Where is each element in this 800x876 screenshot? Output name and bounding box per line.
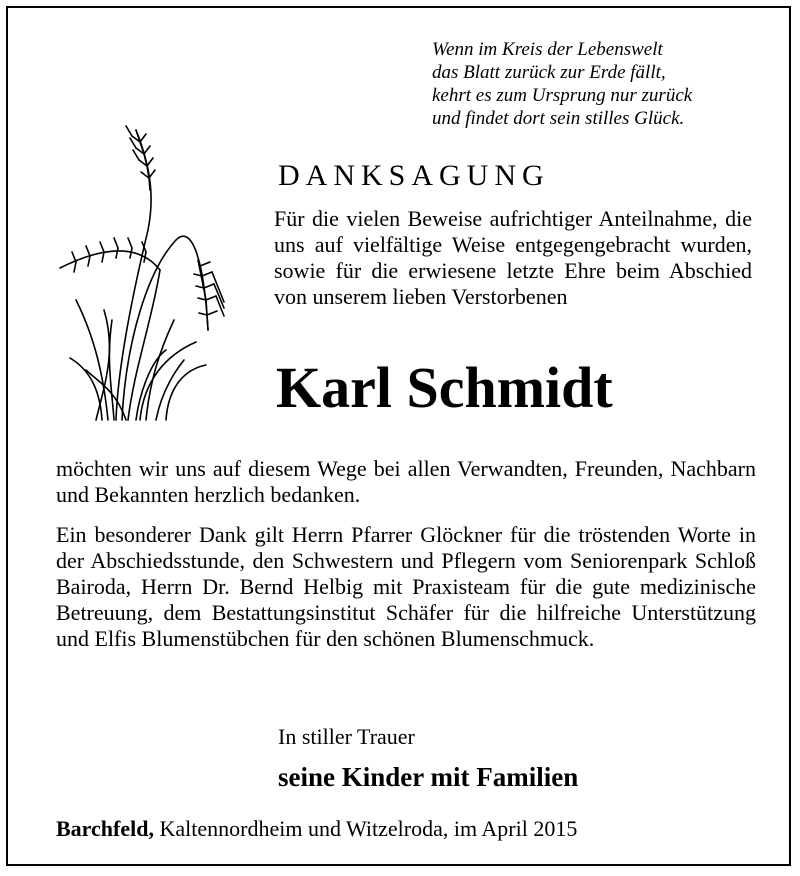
- place-main: Barchfeld,: [56, 816, 154, 841]
- family-signature: seine Kinder mit Familien: [278, 762, 579, 792]
- heading: DANKSAGUNG: [278, 159, 550, 192]
- intro-text: Für die vielen Beweise aufrichtiger Anteilnahme, die uns auf vielfältige Weise entgegengebracht wurden, sowie für die erwiesene letzte Ehre beim Abschied von unserem lieben Verstorbenen: [274, 206, 752, 309]
- poem-line: das Blatt zurück zur Erde fällt,: [432, 62, 666, 83]
- deceased-name: Karl Schmidt: [276, 355, 613, 420]
- thanks-paragraph: möchten wir uns auf diesem Wege bei allen Verwandten, Freunden, Nachbarn und Bekannten herzlich bedanken.: [56, 456, 756, 507]
- special-thanks-paragraph: Ein besonderer Dank gilt Herrn Pfarrer Glöckner für die tröstenden Worte in der Abschiedsstunde, den Schwestern und Pflegern vom Seniorenpark Schloß Bairoda, Herrn Dr. Bernd Helbig mit Praxisteam für die gute medizinische Betreuung, dem Bestattungsinstitut Schäfer für die hilfreiche Unterstützung und Elfis Blumenstübchen für den schönen Blumenschmuck.: [56, 522, 756, 651]
- place-rest: Kaltennordheim und Witzelroda, im April 2015: [153, 816, 578, 841]
- closing-line: In stiller Trauer: [278, 724, 415, 749]
- poem-line: kehrt es zum Ursprung nur zurück: [432, 85, 693, 106]
- poem: [432, 38, 752, 130]
- wheat-icon: [56, 120, 236, 430]
- death-notice: [6, 6, 791, 866]
- poem-line: Wenn im Kreis der Lebenswelt: [432, 39, 663, 60]
- place-date: [56, 816, 577, 842]
- poem-line: und findet dort sein stilles Glück.: [432, 108, 685, 129]
